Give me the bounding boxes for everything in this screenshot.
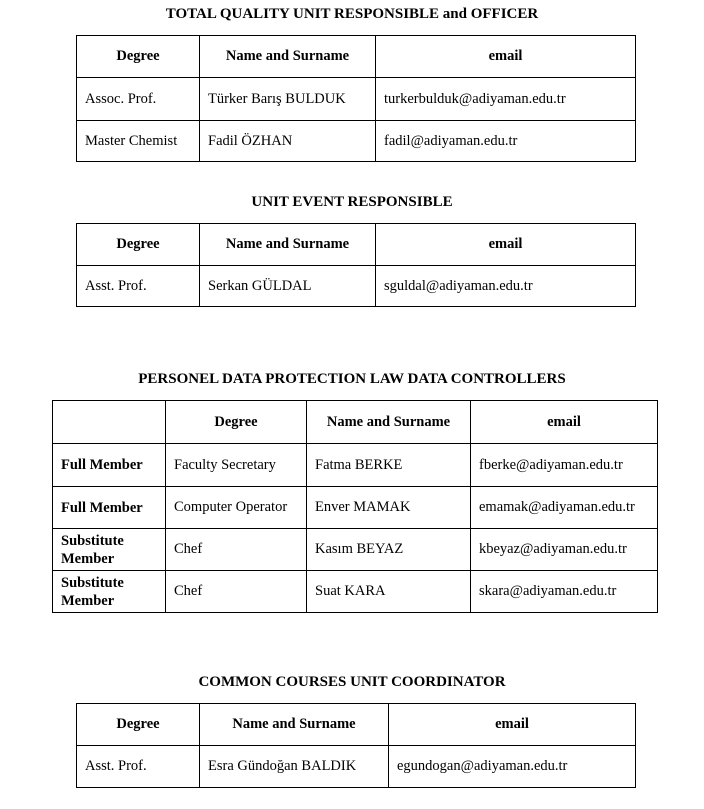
header-degree: Degree xyxy=(77,704,200,746)
header-email: email xyxy=(389,704,636,746)
table-header-row xyxy=(77,704,636,746)
header-degree: Degree xyxy=(166,401,307,444)
cell-email[interactable]: fadil@adiyaman.edu.tr xyxy=(376,121,636,162)
header-name: Name and Surname xyxy=(200,704,389,746)
cell-name: Esra Gündoğan BALDIK xyxy=(200,746,389,788)
table-header-row xyxy=(77,36,636,78)
cell-name: Suat KARA xyxy=(307,571,471,613)
header-degree: Degree xyxy=(77,224,200,266)
table-row xyxy=(53,529,658,571)
cell-degree: Master Chemist xyxy=(77,121,200,162)
cell-email[interactable]: fberke@adiyaman.edu.tr xyxy=(471,444,658,487)
table-header-row xyxy=(77,224,636,266)
table-row xyxy=(77,78,636,121)
cell-degree: Computer Operator xyxy=(166,487,307,529)
header-degree: Degree xyxy=(77,36,200,78)
cell-name: Türker Barış BULDUK xyxy=(200,78,376,121)
table-row xyxy=(77,266,636,307)
cell-email[interactable]: sguldal@adiyaman.edu.tr xyxy=(376,266,636,307)
cell-name: Enver MAMAK xyxy=(307,487,471,529)
cell-name: Serkan GÜLDAL xyxy=(200,266,376,307)
cell-role: Full Member xyxy=(53,487,166,529)
cell-email[interactable]: egundogan@adiyaman.edu.tr xyxy=(389,746,636,788)
cell-role: Substitute Member xyxy=(53,571,166,613)
cell-name: Fadil ÖZHAN xyxy=(200,121,376,162)
cell-email[interactable]: turkerbulduk@adiyaman.edu.tr xyxy=(376,78,636,121)
cell-degree: Faculty Secretary xyxy=(166,444,307,487)
table-row xyxy=(53,487,658,529)
section-title-data-protection: PERSONEL DATA PROTECTION LAW DATA CONTROLLERS xyxy=(138,371,566,387)
table-header-row xyxy=(53,401,658,444)
header-name: Name and Surname xyxy=(200,224,376,266)
header-role xyxy=(53,401,166,444)
data-protection-table xyxy=(52,400,658,613)
cell-email[interactable]: kbeyaz@adiyaman.edu.tr xyxy=(471,529,658,571)
cell-degree: Asst. Prof. xyxy=(77,266,200,307)
quality-unit-table xyxy=(76,35,636,162)
cell-degree: Chef xyxy=(166,529,307,571)
cell-email[interactable]: emamak@adiyaman.edu.tr xyxy=(471,487,658,529)
cell-email[interactable]: skara@adiyaman.edu.tr xyxy=(471,571,658,613)
section-title-event: UNIT EVENT RESPONSIBLE xyxy=(251,194,453,210)
event-unit-table xyxy=(76,223,636,307)
cell-role: Substitute Member xyxy=(53,529,166,571)
header-name: Name and Surname xyxy=(307,401,471,444)
header-email: email xyxy=(471,401,658,444)
cell-degree: Asst. Prof. xyxy=(77,746,200,788)
table-row xyxy=(53,571,658,613)
common-courses-table xyxy=(76,703,636,788)
table-row xyxy=(53,444,658,487)
cell-degree: Assoc. Prof. xyxy=(77,78,200,121)
table-row xyxy=(77,121,636,162)
table-row xyxy=(77,746,636,788)
cell-name: Kasım BEYAZ xyxy=(307,529,471,571)
header-name: Name and Surname xyxy=(200,36,376,78)
section-title-quality: TOTAL QUALITY UNIT RESPONSIBLE and OFFICER xyxy=(165,6,539,22)
cell-name: Fatma BERKE xyxy=(307,444,471,487)
cell-degree: Chef xyxy=(166,571,307,613)
section-title-common-courses: COMMON COURSES UNIT COORDINATOR xyxy=(198,674,506,690)
cell-role: Full Member xyxy=(53,444,166,487)
header-email: email xyxy=(376,36,636,78)
header-email: email xyxy=(376,224,636,266)
